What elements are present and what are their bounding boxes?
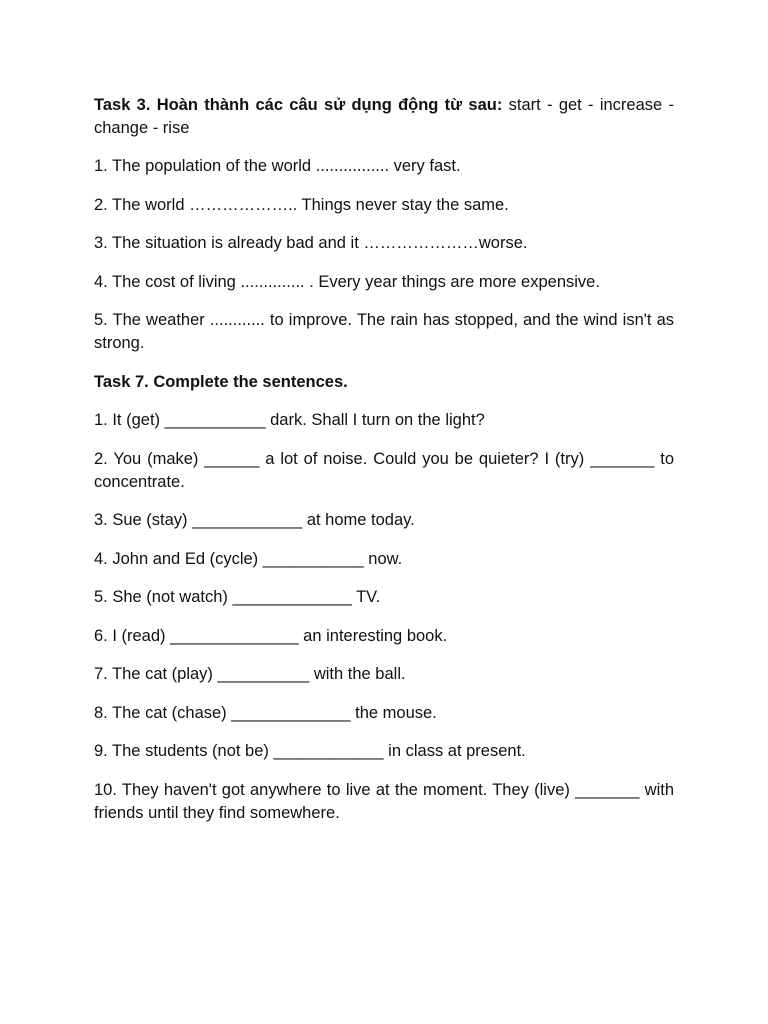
task7-item-9: 9. The students (not be) ____________ in class at present. xyxy=(94,742,526,760)
task3-item-2: 2. The world ……………….. Things never stay the same. xyxy=(94,195,509,214)
task7-item-7: 7. The cat (play) __________ with the ball. xyxy=(94,665,406,683)
task3-heading xyxy=(94,94,674,140)
task3-item-1: 1. The population of the world ................ very fast. xyxy=(94,157,461,175)
task3-item-3: 3. The situation is already bad and it …………………worse. xyxy=(94,234,528,252)
task7-item-3: 3. Sue (stay) ____________ at home today. xyxy=(94,511,415,529)
document-page xyxy=(94,94,674,840)
task3-item-4: 4. The cost of living .............. . Every year things are more expensive. xyxy=(94,272,600,291)
task3-item-5: 5. The weather ............ to improve. The rain has stopped, and the wind isn't as strong. xyxy=(94,311,674,352)
task7-item-10: 10. They haven't got anywhere to live at the moment. They (live) _______ with friends until they find somewhere. xyxy=(94,780,674,822)
task3-heading-verbs: start - get - increase - change - rise xyxy=(94,96,674,137)
task3-heading-title: Task 3. Hoàn thành các câu sử dụng động từ sau: xyxy=(94,96,503,114)
task7-item-6: 6. I (read) ______________ an interesting book. xyxy=(94,626,448,645)
task7-item-8: 8. The cat (chase) _____________ the mouse. xyxy=(94,703,437,722)
task7-item-2: 2. You (make) ______ a lot of noise. Could you be quieter? I (try) _______ to concentrate. xyxy=(94,449,674,491)
task7-heading: Task 7. Complete the sentences. xyxy=(94,372,348,391)
task7-item-4: 4. John and Ed (cycle) ___________ now. xyxy=(94,549,403,568)
task7-item-5: 5. She (not watch) _____________ TV. xyxy=(94,588,381,606)
task7-item-1: 1. It (get) ___________ dark. Shall I turn on the light? xyxy=(94,411,485,429)
